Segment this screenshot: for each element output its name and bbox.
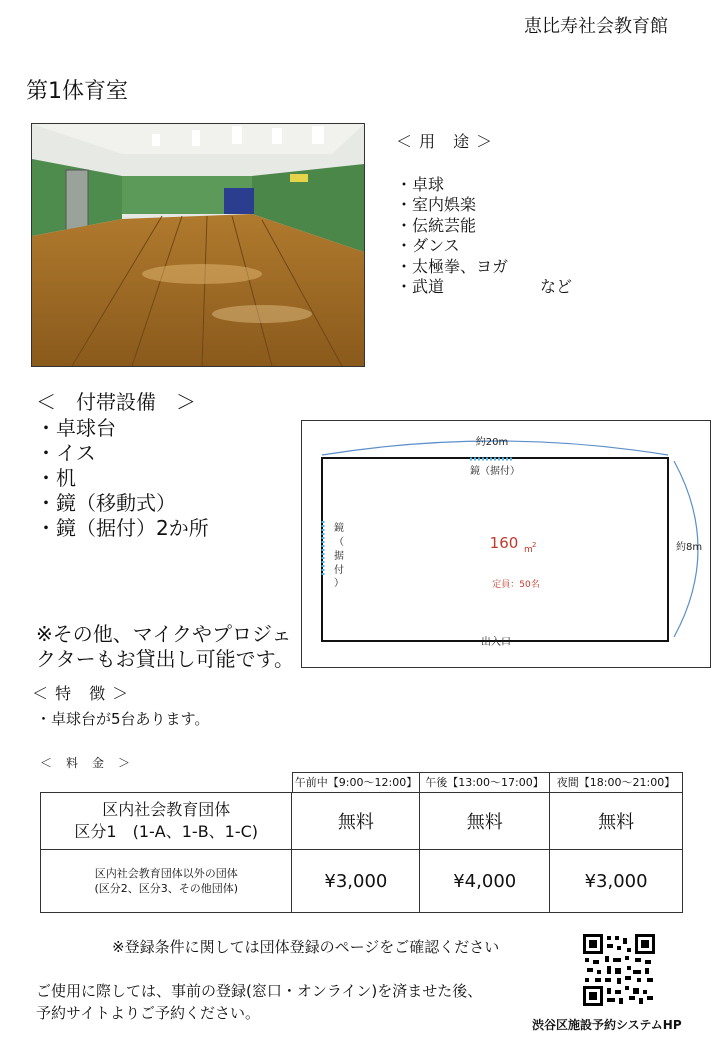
entrance-label: 出入口 — [481, 637, 511, 648]
price-cell: 無料 — [292, 793, 420, 850]
equipment-section — [36, 390, 209, 541]
price-cell: ¥3,000 — [550, 850, 683, 913]
price-cell: ¥3,000 — [292, 850, 420, 913]
uses-section — [396, 132, 572, 298]
equipment-item: ・鏡（据付）2か所 — [36, 516, 209, 540]
price-cell: ¥4,000 — [420, 850, 550, 913]
qr-code-icon[interactable] — [583, 934, 655, 1006]
price-cell: 無料 — [420, 793, 550, 850]
depth-label: 約8m — [676, 542, 703, 553]
group-cell — [41, 850, 292, 913]
use-item: ・太極拳、ヨガ — [396, 256, 509, 276]
mirror-top-label: 鏡（据付） — [470, 466, 520, 477]
equipment-heading: ＜ 付帯設備 ＞ — [36, 390, 196, 414]
equipment-item: ・鏡（移動式） — [36, 491, 176, 515]
area-value: 160 — [489, 534, 519, 552]
features-heading: ＜ 特 徴 ＞ — [32, 684, 130, 703]
group-cell — [41, 793, 292, 850]
uses-heading: ＜ 用 途 ＞ — [396, 132, 494, 151]
area-sup: 2 — [532, 541, 537, 549]
time-slot-afternoon: 午後【13:00〜17:00】 — [420, 772, 550, 792]
time-slot-morning: 午前中【9:00〜12:00】 — [292, 772, 420, 792]
fees-table — [40, 792, 683, 913]
width-label: 約20m — [475, 437, 509, 448]
registration-notice: ※登録条件に関しては団体登録のページをご確認ください — [112, 938, 500, 956]
usage-line: 予約サイトよりご予約ください。 — [36, 1004, 260, 1022]
facility-name: 恵比寿社会教育館 — [524, 16, 668, 37]
group-category: 区分1 (1-A、1-B、1-C) — [74, 822, 259, 841]
qr-label: 渋谷区施設予約システムHP — [532, 1018, 682, 1032]
equipment-item: ・イス — [36, 441, 96, 465]
room-photo — [31, 123, 365, 367]
mirror-left-char: 付 — [334, 565, 344, 576]
use-item: ・伝統芸能 — [396, 215, 477, 235]
group-name: 区内社会教育団体 — [102, 800, 231, 819]
mirror-left-char: 据 — [334, 551, 344, 562]
equipment-item: ・机 — [36, 466, 76, 490]
mirror-left-char: 鏡 — [334, 523, 344, 534]
table-row — [41, 850, 683, 913]
usage-instructions — [36, 980, 482, 1024]
use-item: ・卓球 — [396, 174, 445, 194]
usage-line: ご使用に際しては、事前の登録(窓口・オンライン)を済ませた後、 — [36, 982, 483, 1000]
time-slot-evening: 夜間【18:00〜21:00】 — [550, 772, 683, 792]
group-name: 区内社会教育団体以外の団体 — [94, 867, 238, 880]
area-unit: m — [524, 545, 533, 555]
group-category: (区分2、区分3、その他団体) — [94, 882, 239, 895]
table-row — [41, 793, 683, 850]
room-title: 第1体育室 — [26, 79, 128, 104]
mirror-left-char: （ — [334, 537, 344, 548]
price-cell: 無料 — [550, 793, 683, 850]
feature-item: ・卓球台が5台あります。 — [36, 710, 210, 728]
mirror-left-char: ） — [334, 578, 344, 589]
equipment-note: ※その他、マイクやプロジェクターもお貸出し可能です。 — [36, 622, 294, 671]
equipment-item: ・卓球台 — [36, 416, 116, 440]
use-item: ・室内娯楽 — [396, 195, 477, 214]
use-item: ・武道 など — [396, 277, 573, 296]
fees-heading: ＜ 料 金 ＞ — [40, 756, 132, 770]
capacity-label: 定員：50名 — [492, 580, 540, 590]
floor-plan — [301, 420, 711, 668]
use-item: ・ダンス — [396, 236, 460, 255]
